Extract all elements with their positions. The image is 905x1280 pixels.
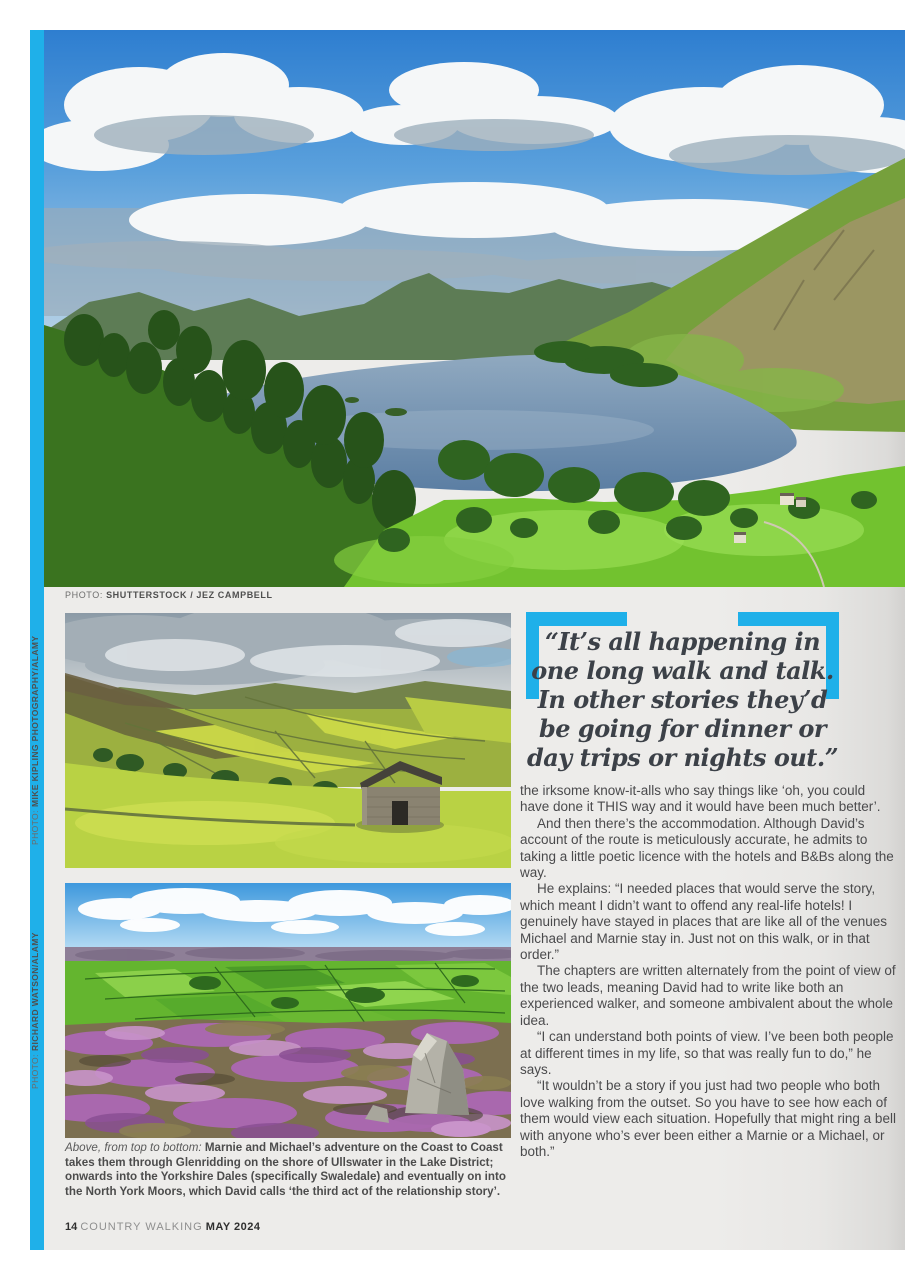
- article-body: [520, 783, 898, 1160]
- quote-line: one long walk and talk.: [531, 656, 834, 685]
- page-footer: [65, 1221, 261, 1233]
- hero-photo-ullswater: [44, 30, 905, 587]
- article-paragraph: The chapters are written alternately from the point of view of the two leads, meaning David had to write like both an experienced walker, and someone ambivalent about the whole idea.: [520, 963, 896, 1028]
- pull-quote-text: [526, 612, 839, 772]
- credit-name: RICHARD WATSON/ALAMY: [30, 932, 40, 1052]
- hero-photo-credit: [65, 590, 273, 600]
- quote-line: “It’s all happening in: [544, 627, 821, 656]
- article-paragraph: the irksome know-it-alls who say things like ‘oh, you could have done it THIS way and it would have been much better’.: [520, 783, 881, 815]
- hero-photo-illustration: [44, 30, 905, 587]
- credit-name: SHUTTERSTOCK / JEZ CAMPBELL: [106, 590, 273, 600]
- page-paper: [30, 30, 905, 1250]
- swaledale-photo-illustration: [65, 613, 511, 868]
- quote-line: day trips or nights out.”: [526, 743, 839, 772]
- article-paragraph: And then there’s the accommodation. Although David’s account of the route is meticulously accurate, he admits to taking a little poetic licence with the hotels and B&Bs along the way.: [520, 815, 894, 881]
- article-paragraph: “It wouldn’t be a story if you just had two people who both love walking from the outset. So you have to see how each of them would view each situation. Hopefully that might ring a bell with anyone who’s ever been either a Marnie or a Michael, or both.”: [520, 1078, 896, 1159]
- credit-name: MIKE KIPLING PHOTOGRAPHY/ALAMY: [30, 635, 40, 808]
- caption-text: Marnie and Michael’s adventure on the Coast to Coast takes them through Glenridding on the shore of Ullswater in the Lake District; onwards into the Yorkshire Dales (specifically Swaledale) and eventually on into the North York Moors, which David calls ‘the third act of the relationship story’.: [65, 1141, 506, 1198]
- side-photo2-credit: [27, 883, 43, 1138]
- magazine-name: COUNTRY WALKING: [80, 1221, 203, 1233]
- credit-label: PHOTO:: [65, 590, 103, 600]
- quote-line: be going for dinner or: [539, 714, 826, 743]
- side-photo-north-york-moors: [65, 883, 511, 1138]
- pull-quote: [526, 612, 839, 784]
- side-photo-swaledale: [65, 613, 511, 868]
- credit-label: PHOTO:: [30, 1053, 40, 1089]
- moors-photo-illustration: [65, 883, 511, 1138]
- page-number: 14: [65, 1221, 78, 1233]
- article-paragraph: He explains: “I needed places that would serve the story, which meant I didn’t want to offend any real-life hotels! I genuinely have stayed in places that are like all of the venues Michael and Marnie stay in. Just not on this walk, or in that order.”: [520, 881, 887, 963]
- caption-lead: Above, from top to bottom:: [65, 1141, 202, 1154]
- issue-date: MAY 2024: [205, 1221, 261, 1233]
- quote-line: In other stories they’d: [537, 685, 828, 714]
- photo-caption: [65, 1141, 519, 1199]
- credit-label: PHOTO:: [30, 810, 40, 846]
- article-paragraph: “I can understand both points of view. I’ve been both people at different times in my life, so that was really fun to do,” he says.: [520, 1029, 894, 1077]
- side-photo1-credit: [27, 613, 43, 868]
